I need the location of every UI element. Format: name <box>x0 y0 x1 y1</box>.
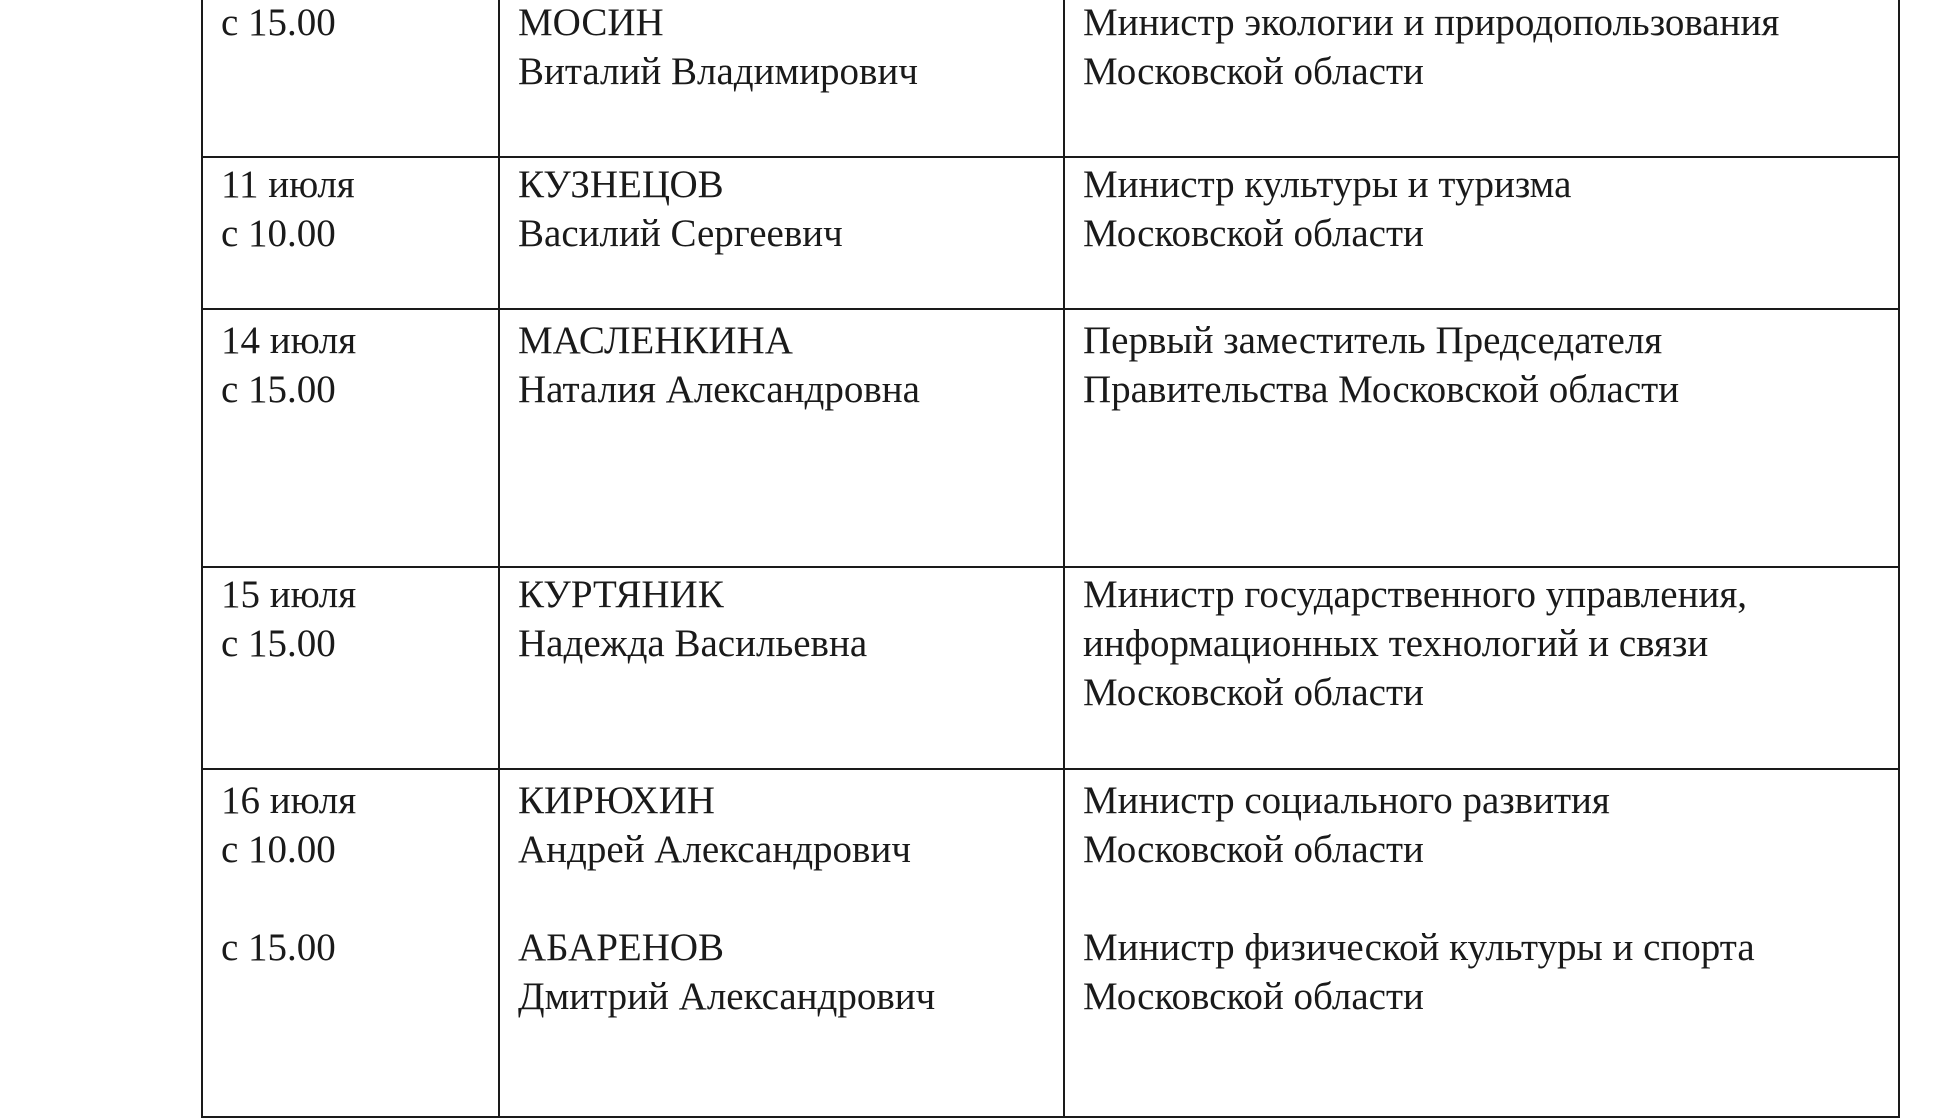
date-cell <box>202 769 499 1117</box>
date-text: 11 июля <box>221 163 355 206</box>
date-text: 15 июля <box>221 573 357 616</box>
position-line: Московской области <box>1083 828 1424 871</box>
table-row <box>202 567 1899 769</box>
given-names-text: Виталий Владимирович <box>518 50 918 93</box>
position-line: Правительства Московской области <box>1083 368 1680 411</box>
time-text: с 15.00 <box>221 622 336 665</box>
given-names-text: Андрей Александрович <box>518 828 911 871</box>
time-text: с 10.00 <box>221 212 336 255</box>
position-line: Первый заместитель Председателя <box>1083 319 1663 362</box>
time-text: с 15.00 <box>221 368 336 411</box>
given-names-text: Василий Сергеевич <box>518 212 843 255</box>
name-cell <box>499 0 1064 157</box>
reception-schedule-table <box>201 0 1900 1118</box>
position-line: Московской области <box>1083 975 1424 1018</box>
surname-text: КИРЮХИН <box>518 779 715 822</box>
surname-text: МАСЛЕНКИНА <box>518 319 793 362</box>
date-text: 16 июля <box>221 779 357 822</box>
table-row <box>202 0 1899 157</box>
name-cell <box>499 157 1064 309</box>
time-text: с 15.00 <box>221 1 336 44</box>
position-line: Московской области <box>1083 212 1424 255</box>
position-line: Министр социального развития <box>1083 779 1610 822</box>
time-text: с 15.00 <box>221 926 336 969</box>
date-cell <box>202 309 499 567</box>
date-cell <box>202 157 499 309</box>
name-cell <box>499 769 1064 1117</box>
given-names-text: Дмитрий Александрович <box>518 975 936 1018</box>
spacer <box>1083 874 1898 923</box>
position-line: Московской области <box>1083 671 1424 714</box>
position-line: информационных технологий и связи <box>1083 622 1709 665</box>
position-cell <box>1064 309 1899 567</box>
position-cell <box>1064 769 1899 1117</box>
position-cell <box>1064 567 1899 769</box>
position-line: Московской области <box>1083 50 1424 93</box>
position-line: Министр культуры и туризма <box>1083 163 1572 206</box>
table-row <box>202 769 1899 1117</box>
position-cell <box>1064 157 1899 309</box>
position-line: Министр физической культуры и спорта <box>1083 926 1755 969</box>
spacer <box>221 874 498 923</box>
surname-text: КУЗНЕЦОВ <box>518 163 724 206</box>
surname-text: МОСИН <box>518 1 664 44</box>
table-row <box>202 309 1899 567</box>
name-cell <box>499 309 1064 567</box>
name-cell <box>499 567 1064 769</box>
table-row <box>202 157 1899 309</box>
date-cell <box>202 567 499 769</box>
position-line: Министр экологии и природопользования <box>1083 1 1780 44</box>
surname-text: КУРТЯНИК <box>518 573 724 616</box>
spacer <box>518 874 1063 923</box>
date-cell <box>202 0 499 157</box>
position-line: Министр государственного управления, <box>1083 573 1748 616</box>
position-cell <box>1064 0 1899 157</box>
given-names-text: Наталия Александровна <box>518 368 920 411</box>
surname-text: АБАРЕНОВ <box>518 926 725 969</box>
date-text: 14 июля <box>221 319 357 362</box>
time-text: с 10.00 <box>221 828 336 871</box>
given-names-text: Надежда Васильевна <box>518 622 868 665</box>
